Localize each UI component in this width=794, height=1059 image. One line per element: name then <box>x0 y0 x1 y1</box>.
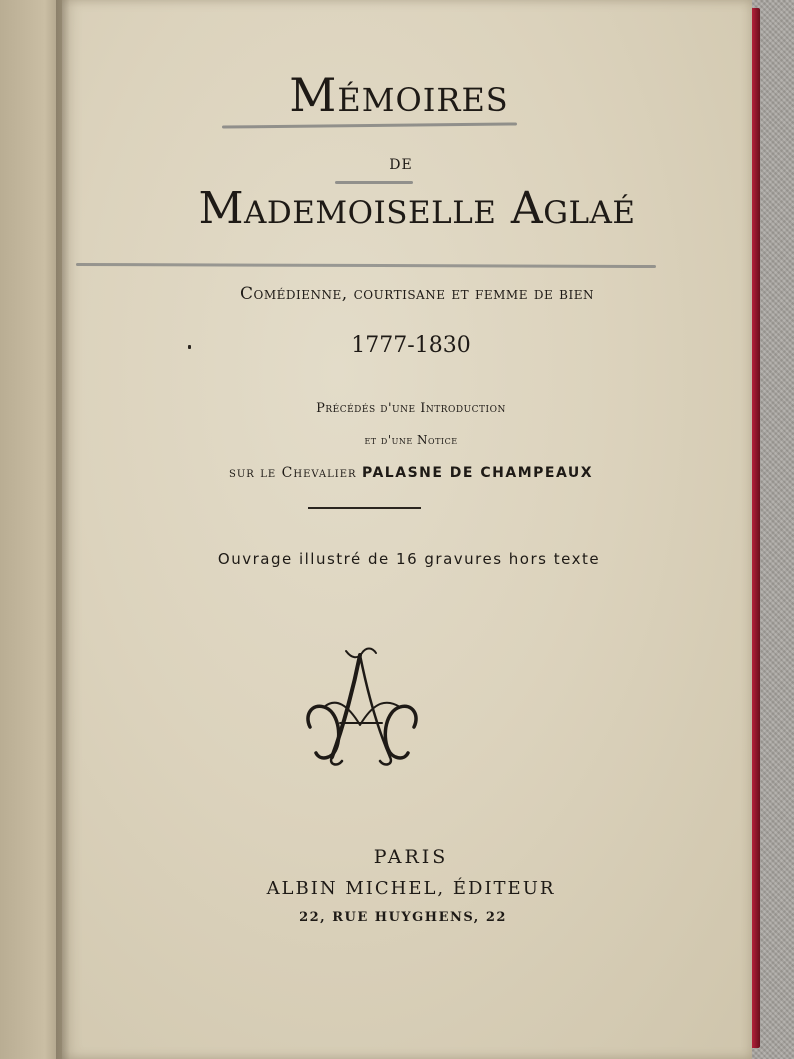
am-monogram-icon <box>302 645 422 770</box>
pencil-underline <box>76 263 656 268</box>
intro-line: Précédés d'une Introduction <box>316 401 506 416</box>
imprint-address: 22, RUE HUYGHENS, 22 <box>299 910 507 925</box>
subtitle: Comédienne, courtisane et femme de bien <box>240 284 594 304</box>
intro-prefix: sur le Chevalier <box>228 465 362 481</box>
divider-rule <box>308 507 421 509</box>
book-gutter-shadow <box>56 0 70 1059</box>
imprint-city: PARIS <box>373 846 449 868</box>
title-memoires: Mémoires <box>289 68 509 122</box>
pencil-underline <box>222 122 517 128</box>
illustrations-note: Ouvrage illustré de 16 gravures hors texte <box>217 550 601 568</box>
title-page <box>62 0 752 1059</box>
title-mademoiselle-aglae: Mademoiselle Aglaé <box>198 183 636 234</box>
author-name: PALASNE DE CHAMPEAUX <box>362 465 594 481</box>
title-de: de <box>389 150 413 174</box>
intro-line-author <box>66 465 756 481</box>
intro-line: et d'une Notice <box>364 433 458 447</box>
dates: 1777-1830 <box>351 333 471 358</box>
left-facing-page <box>0 0 64 1059</box>
imprint-publisher: ALBIN MICHEL, ÉDITEUR <box>266 878 556 899</box>
